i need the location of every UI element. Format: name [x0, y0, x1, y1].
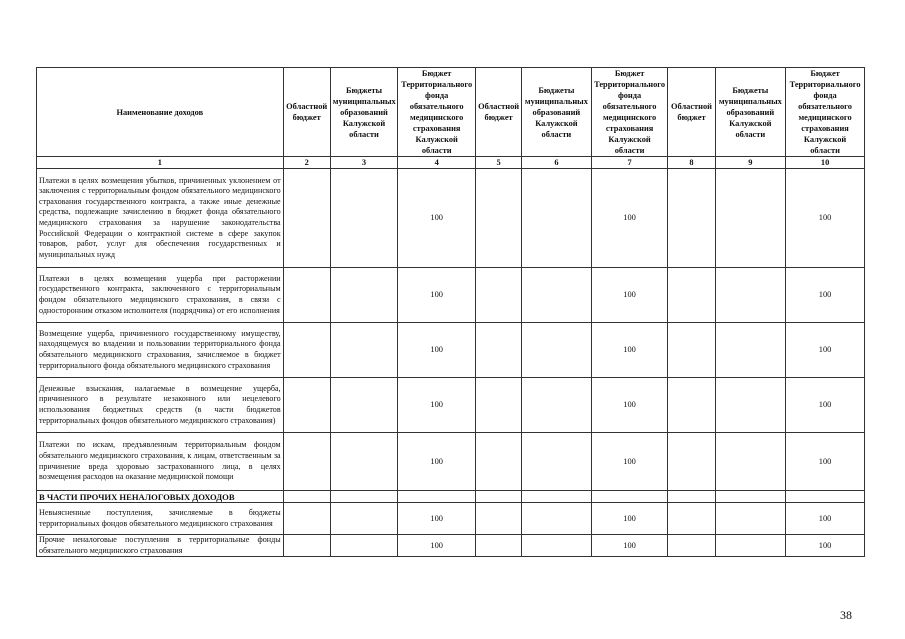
column-number: 5	[476, 157, 522, 169]
value-cell: 100	[398, 268, 476, 323]
page-number: 38	[840, 608, 852, 622]
column-number: 6	[522, 157, 592, 169]
table-row	[37, 169, 865, 268]
income-name-cell: Платежи по искам, предъявленным территориальным фондом обязательного медицинского страхования, к лицам, ответственным за причинение вреда здоровью застрахованного лица, в целях возмещения расходов на оказание медицинской помощи	[37, 433, 284, 491]
section-row	[37, 491, 865, 503]
value-cell: 100	[786, 323, 865, 378]
value-cell: 100	[398, 433, 476, 491]
header-municipal-budgets: Бюджеты муниципальных образований Калужской области	[715, 68, 786, 157]
column-number: 8	[668, 157, 715, 169]
header-municipal-budgets: Бюджеты муниципальных образований Калужской области	[330, 68, 398, 157]
header-regional-budget: Областной бюджет	[668, 68, 715, 157]
header-tfoms-budget: Бюджет Территориального фонда обязательного медицинского страхования Калужской области	[786, 68, 865, 157]
value-cell: 100	[591, 433, 668, 491]
value-cell: 100	[591, 169, 668, 268]
income-name-cell: Платежи в целях возмещения убытков, причиненных уклонением от заключения с территориальным фондом обязательного медицинского страхования государственного контракта, а также иные денежные средства, подлежащие зачислению в бюджет фонда обязательного медицинского страхования за нарушение законодательства Российской Федерации о контрактной системе в сфере закупок товаров, работ, услуг для обеспечения государственных и муниципальных нужд	[37, 169, 284, 268]
value-cell: 100	[786, 535, 865, 557]
column-number: 7	[591, 157, 668, 169]
column-number: 9	[715, 157, 786, 169]
value-cell: 100	[786, 378, 865, 433]
column-number-row	[37, 157, 865, 169]
table-row	[37, 503, 865, 535]
header-income-name: Наименование доходов	[37, 68, 284, 157]
header-regional-budget: Областной бюджет	[283, 68, 330, 157]
column-number: 2	[283, 157, 330, 169]
section-title: В ЧАСТИ ПРОЧИХ НЕНАЛОГОВЫХ ДОХОДОВ	[37, 491, 284, 503]
income-name-cell: Денежные взыскания, налагаемые в возмещение ущерба, причиненного в результате незаконного или нецелевого использования бюджетных средств (в части бюджетов территориальных фондов обязательного медицинского страхования)	[37, 378, 284, 433]
income-table	[36, 67, 865, 557]
value-cell: 100	[398, 169, 476, 268]
table-row	[37, 535, 865, 557]
header-tfoms-budget: Бюджет Территориального фонда обязательного медицинского страхования Калужской области	[591, 68, 668, 157]
value-cell: 100	[398, 378, 476, 433]
value-cell: 100	[786, 268, 865, 323]
table-row	[37, 433, 865, 491]
value-cell: 100	[786, 169, 865, 268]
value-cell: 100	[786, 503, 865, 535]
income-name-cell: Прочие неналоговые поступления в территориальные фонды обязательного медицинского страхования	[37, 535, 284, 557]
header-municipal-budgets: Бюджеты муниципальных образований Калужской области	[522, 68, 592, 157]
table-row	[37, 268, 865, 323]
header-tfoms-budget: Бюджет Территориального фонда обязательного медицинского страхования Калужской области	[398, 68, 476, 157]
income-name-cell: Невыясненные поступления, зачисляемые в бюджеты территориальных фондов обязательного медицинского страхования	[37, 503, 284, 535]
table-row	[37, 323, 865, 378]
header-row	[37, 68, 865, 157]
value-cell: 100	[398, 503, 476, 535]
table-row	[37, 378, 865, 433]
value-cell: 100	[591, 535, 668, 557]
value-cell: 100	[591, 323, 668, 378]
column-number: 3	[330, 157, 398, 169]
value-cell: 100	[591, 503, 668, 535]
income-name-cell: Возмещение ущерба, причиненного государственному имуществу, находящемуся во владении и пользовании территориального фонда обязательного медицинского страхования, зачисляемое в бюджет территориального фонда обязательного медицинского страхования	[37, 323, 284, 378]
value-cell: 100	[398, 535, 476, 557]
value-cell: 100	[398, 323, 476, 378]
column-number: 1	[37, 157, 284, 169]
income-name-cell: Платежи в целях возмещения ущерба при расторжении государственного контракта, заключенного с территориальным фондом обязательного медицинского страхования, в связи с односторонним отказом исполнителя (подрядчика) от его исполнения	[37, 268, 284, 323]
header-regional-budget: Областной бюджет	[476, 68, 522, 157]
value-cell: 100	[591, 378, 668, 433]
column-number: 10	[786, 157, 865, 169]
column-number: 4	[398, 157, 476, 169]
value-cell: 100	[591, 268, 668, 323]
value-cell: 100	[786, 433, 865, 491]
